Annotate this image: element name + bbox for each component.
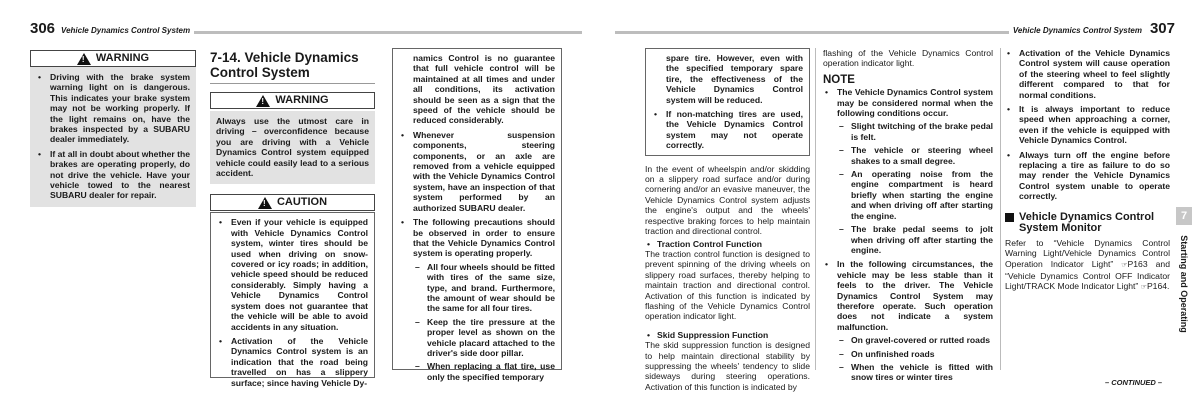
warning-label: WARNING: [95, 52, 150, 64]
caution-continuation: spare tire. However, even with the specified temporary spare tire, the effectiveness of the Vehicle Dynamics Control system will be reduced.: [666, 53, 803, 105]
monitor-text-part: .: [1167, 281, 1170, 292]
vdc-warning-box: [210, 92, 375, 184]
warning-triangle-icon: [258, 197, 272, 209]
right-column-3: [1005, 48, 1170, 294]
section-title: 7-14. Vehicle Dynamics Control System: [210, 50, 375, 84]
skid-continuation: flashing of the Vehicle Dynamics Control operation indicator light.: [823, 48, 993, 69]
caution-body: [210, 212, 375, 388]
skid-heading: • Skid Suppression Function: [645, 330, 810, 340]
warning-header: [30, 50, 196, 67]
left-page-header: [30, 20, 582, 36]
caution-continuation: namics Control is no guarantee that full vehicle control will be maintained at all times and under all conditions, its activation should be seen as a sign that the speed of the vehicle should be reduced considerably.: [413, 53, 555, 126]
warning-text: Always use the utmost care in driving – overconfidence because you are driving with a Vehicle Dynamics Control system equipped vehicle could easily lead to a serious accident.: [210, 111, 375, 184]
warning-label: WARNING: [275, 94, 329, 106]
page-reference-icon: ☞: [1121, 261, 1128, 269]
note-bullet: • Activation of the Vehicle Dynamics Control system will cause operation of the steering wheel to feel slightly different compared to that for normal conditions.: [1005, 48, 1170, 100]
caution-bullet: • Even if your vehicle is equipped with Vehicle Dynamics Control system, winter tires should be used when driving on snow-covered or icy roads; in addition, vehicle speed should be reduced considerably. Simply having a Vehicle Dynamics Control system does not guarantee that the vehicle will be able to avoid accidents in any situation.: [217, 217, 368, 331]
note-dash-item: – On unfinished roads: [837, 349, 993, 359]
square-bullet-icon: [1005, 213, 1014, 222]
caution-label: CAUTION: [276, 196, 328, 209]
note-bullet-text: In the following circumstances, the vehicle may be less stable than it feels to the driver. The Vehicle Dynamics Control System may therefore operate. Such operation does not indicate a system malfunction.: [837, 259, 993, 332]
note-bullet: • Always turn off the engine before replacing a tire as failure to do so may render the Vehicle Dynamics Control system unable to operate correctly.: [1005, 150, 1170, 202]
right-column-1: [645, 48, 810, 392]
traction-text: The traction control function is designed to prevent spinning of the driving wheels on slippery road surfaces, thereby helping to maintain traction and directional control. Activation of this function is indicated by flashing of the Vehicle Dynamics Control operation indicator light.: [645, 248, 810, 322]
caution-dash-item: – All four wheels should be fitted with tires of the same size, type, and brand. Furthermore, the amount of wear should be the same for all four tires.: [413, 262, 555, 314]
note-dash-item: – When the vehicle is fitted with snow tires or winter tires: [837, 362, 993, 383]
page-reference-link[interactable]: P164: [1146, 281, 1168, 292]
caution-dash-item: – When replacing a flat tire, use only the specified temporary: [413, 361, 555, 382]
chapter-label-text: Starting and Operating: [1179, 235, 1189, 333]
running-title: Vehicle Dynamics Control System: [61, 26, 191, 35]
left-column-2: [210, 50, 375, 388]
right-page-header: [615, 20, 1175, 36]
caution-bullet: • Whenever suspension components, steering components, or an axle are removed from a vehicle equipped with the Vehicle Dynamics Control system, have an inspection of that system performed by an authorized SUBARU dealer.: [399, 130, 555, 213]
caution-header: [210, 194, 375, 211]
caution-body-continued: [645, 48, 810, 156]
warning-body: [30, 67, 196, 207]
note-bullet: [823, 87, 993, 255]
caution-continued-box: [392, 48, 562, 382]
monitor-text: [1005, 238, 1170, 294]
caution-dash-item: – Keep the tire pressure at the proper level as shown on the vehicle placard attached to the driver's side door pillar.: [413, 317, 555, 359]
caution-bullet: • If non-matching tires are used, the Vehicle Dynamics Control system may not operate correctly.: [652, 109, 803, 151]
column-divider: [815, 48, 816, 370]
note-dash-item: – Slight twitching of the brake pedal is felt.: [837, 121, 993, 142]
traction-heading: • Traction Control Function: [645, 239, 810, 249]
note-dash-item: – The brake pedal seems to jolt when driving off after starting the engine.: [837, 224, 993, 255]
caution-bullet-text: The following precautions should be observed in order to ensure that the Vehicle Dynamics Control system is operating properly.: [413, 217, 555, 259]
caution-body-continued: [392, 48, 562, 382]
column-divider: [1000, 48, 1001, 370]
header-rule: [194, 31, 582, 34]
note-dash-item: – The vehicle or steering wheel shakes to a small degree.: [837, 145, 993, 166]
chapter-tab[interactable]: 7: [1176, 207, 1192, 225]
warning-triangle-icon: [77, 53, 91, 65]
caution-bullet: • Activation of the Vehicle Dynamics Control system is an indication that the road being travelled on has a slippery surface; since having Vehicle Dy-: [217, 336, 368, 388]
note-dash-item: – On gravel-covered or rutted roads: [837, 335, 993, 345]
running-title: Vehicle Dynamics Control System: [1012, 26, 1142, 35]
page-number: 306: [30, 20, 56, 37]
note-bullet: [823, 259, 993, 382]
caution-box: [210, 194, 375, 388]
note-title: NOTE: [823, 73, 855, 86]
caution-bullet: [399, 217, 555, 382]
note-bullet: • It is always important to reduce speed when approaching a corner, even if the vehicle is equipped with Vehicle Dynamics Control.: [1005, 104, 1170, 146]
header-rule: [615, 31, 1009, 34]
note-dash-item: – An operating noise from the engine compartment is heard briefly when starting the engine and when driving off after starting the engine.: [837, 169, 993, 221]
intro-paragraph: In the event of wheelspin and/or skidding on a slippery road surface and/or during cornering and/or an evasive maneuver, the Vehicle Dynamics Control system adjusts the engine's output and the wheels' respective braking forces to help maintain traction and directional control.: [645, 163, 810, 237]
right-column-2: [823, 48, 993, 387]
monitor-text-part: and “Vehicle Dynamics Control OFF Indicator Light/TRACK Mode Indicator Light”: [1005, 258, 1170, 292]
warning-triangle-icon: [256, 95, 270, 107]
page-reference-link[interactable]: P163: [1127, 258, 1148, 269]
chapter-label: [1170, 234, 1198, 334]
page-number: 307: [1149, 20, 1175, 37]
page-reference-icon: ☞: [1140, 284, 1147, 292]
monitor-title: Vehicle Dynamics Control System Monitor: [1019, 210, 1155, 235]
monitor-text-part: Refer to “Vehicle Dynamics Control Warning Light/Vehicle Dynamics Control Operation Indicator Light”: [1005, 237, 1170, 269]
note-bullet-text: The Vehicle Dynamics Control system may be considered normal when the following conditions occur.: [837, 87, 993, 119]
continued-marker: – CONTINUED –: [1105, 378, 1163, 387]
skid-text: The skid suppression function is designed to help maintain directional stability by suppressing the wheels' tendency to slide sideways during steering operations. Activation of this function is indicated by: [645, 340, 810, 392]
brake-warning-box: [30, 50, 196, 207]
warning-header: [210, 92, 375, 109]
warning-bullet: • If at all in doubt about whether the brakes are operating properly, do not drive the vehicle. Have your vehicle towed to the nearest SUBARU dealer for repair.: [36, 149, 190, 201]
monitor-heading: [1005, 212, 1170, 235]
warning-bullet: • Driving with the brake system warning light on is dangerous. This indicates your brake system may not be working properly. If the light remains on, have the brakes inspected by a SUBARU dealer immediately.: [36, 72, 190, 145]
